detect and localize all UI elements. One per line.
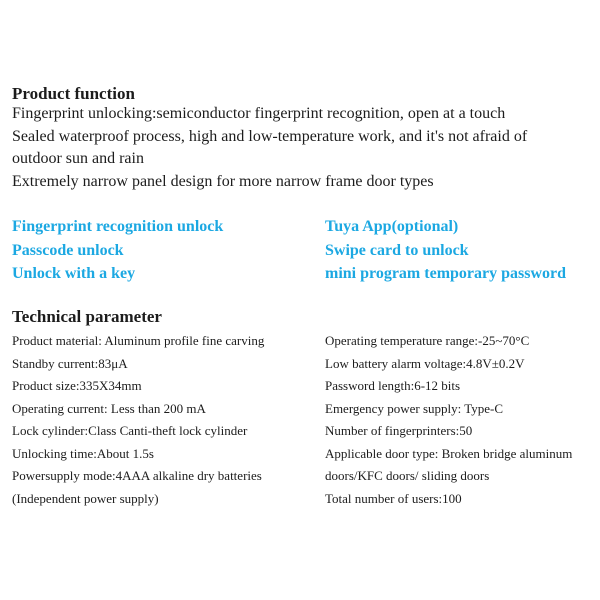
spec-item: Low battery alarm voltage:4.8V±0.2V (325, 355, 525, 371)
spec-item: Lock cylinder:Class Canti-theft lock cylinder (12, 423, 248, 438)
spec-item: Standby current:83μA (12, 355, 128, 371)
spec-item: Powersupply mode:4AAA alkaline dry batteries (12, 468, 262, 483)
spec-item: Total number of users:100 (325, 490, 462, 506)
spec-item: Operating temperature range:-25~70°C (325, 333, 530, 348)
product-function-heading: Product function (12, 84, 135, 103)
spec-item: Password length:6-12 bits (325, 378, 461, 393)
unlock-feature: Swipe card to unlock (325, 241, 469, 259)
spec-item: Product material: Aluminum profile fine carving (12, 333, 265, 348)
spec-column-left (12, 330, 264, 510)
spec-item: doors/KFC doors/ sliding doors (325, 468, 490, 483)
product-function-line: Extremely narrow panel design for more narrow frame door types (12, 173, 434, 191)
spec-item: Unlocking time:About 1.5s (12, 445, 154, 461)
product-function-line: outdoor sun and rain (12, 150, 144, 168)
technical-parameter-heading: Technical parameter (12, 307, 162, 326)
unlock-features-left-column (12, 215, 223, 286)
spec-item: Operating current: Less than 200 mA (12, 400, 206, 416)
unlock-feature: Passcode unlock (12, 241, 124, 259)
spec-item: Product size:335X34mm (12, 378, 142, 393)
unlock-feature: mini program temporary password (325, 265, 567, 282)
spec-item: (Independent power supply) (12, 490, 159, 506)
spec-column-right (325, 330, 572, 510)
unlock-feature: Fingerprint recognition unlock (12, 218, 224, 235)
product-function-line: Fingerprint unlocking:semiconductor fingerprint recognition, open at a touch (12, 105, 506, 122)
spec-item: Emergency power supply: Type-C (325, 400, 504, 416)
unlock-feature: Tuya App(optional) (325, 218, 459, 235)
spec-item: Number of fingerprinters:50 (325, 423, 473, 438)
product-function-line: Sealed waterproof process, high and low-temperature work, and it's not afraid of (12, 127, 528, 145)
product-function-text (12, 103, 527, 194)
unlock-feature: Unlock with a key (12, 265, 136, 282)
unlock-features-right-column (325, 215, 566, 286)
spec-item: Applicable door type: Broken bridge aluminum (325, 445, 573, 461)
